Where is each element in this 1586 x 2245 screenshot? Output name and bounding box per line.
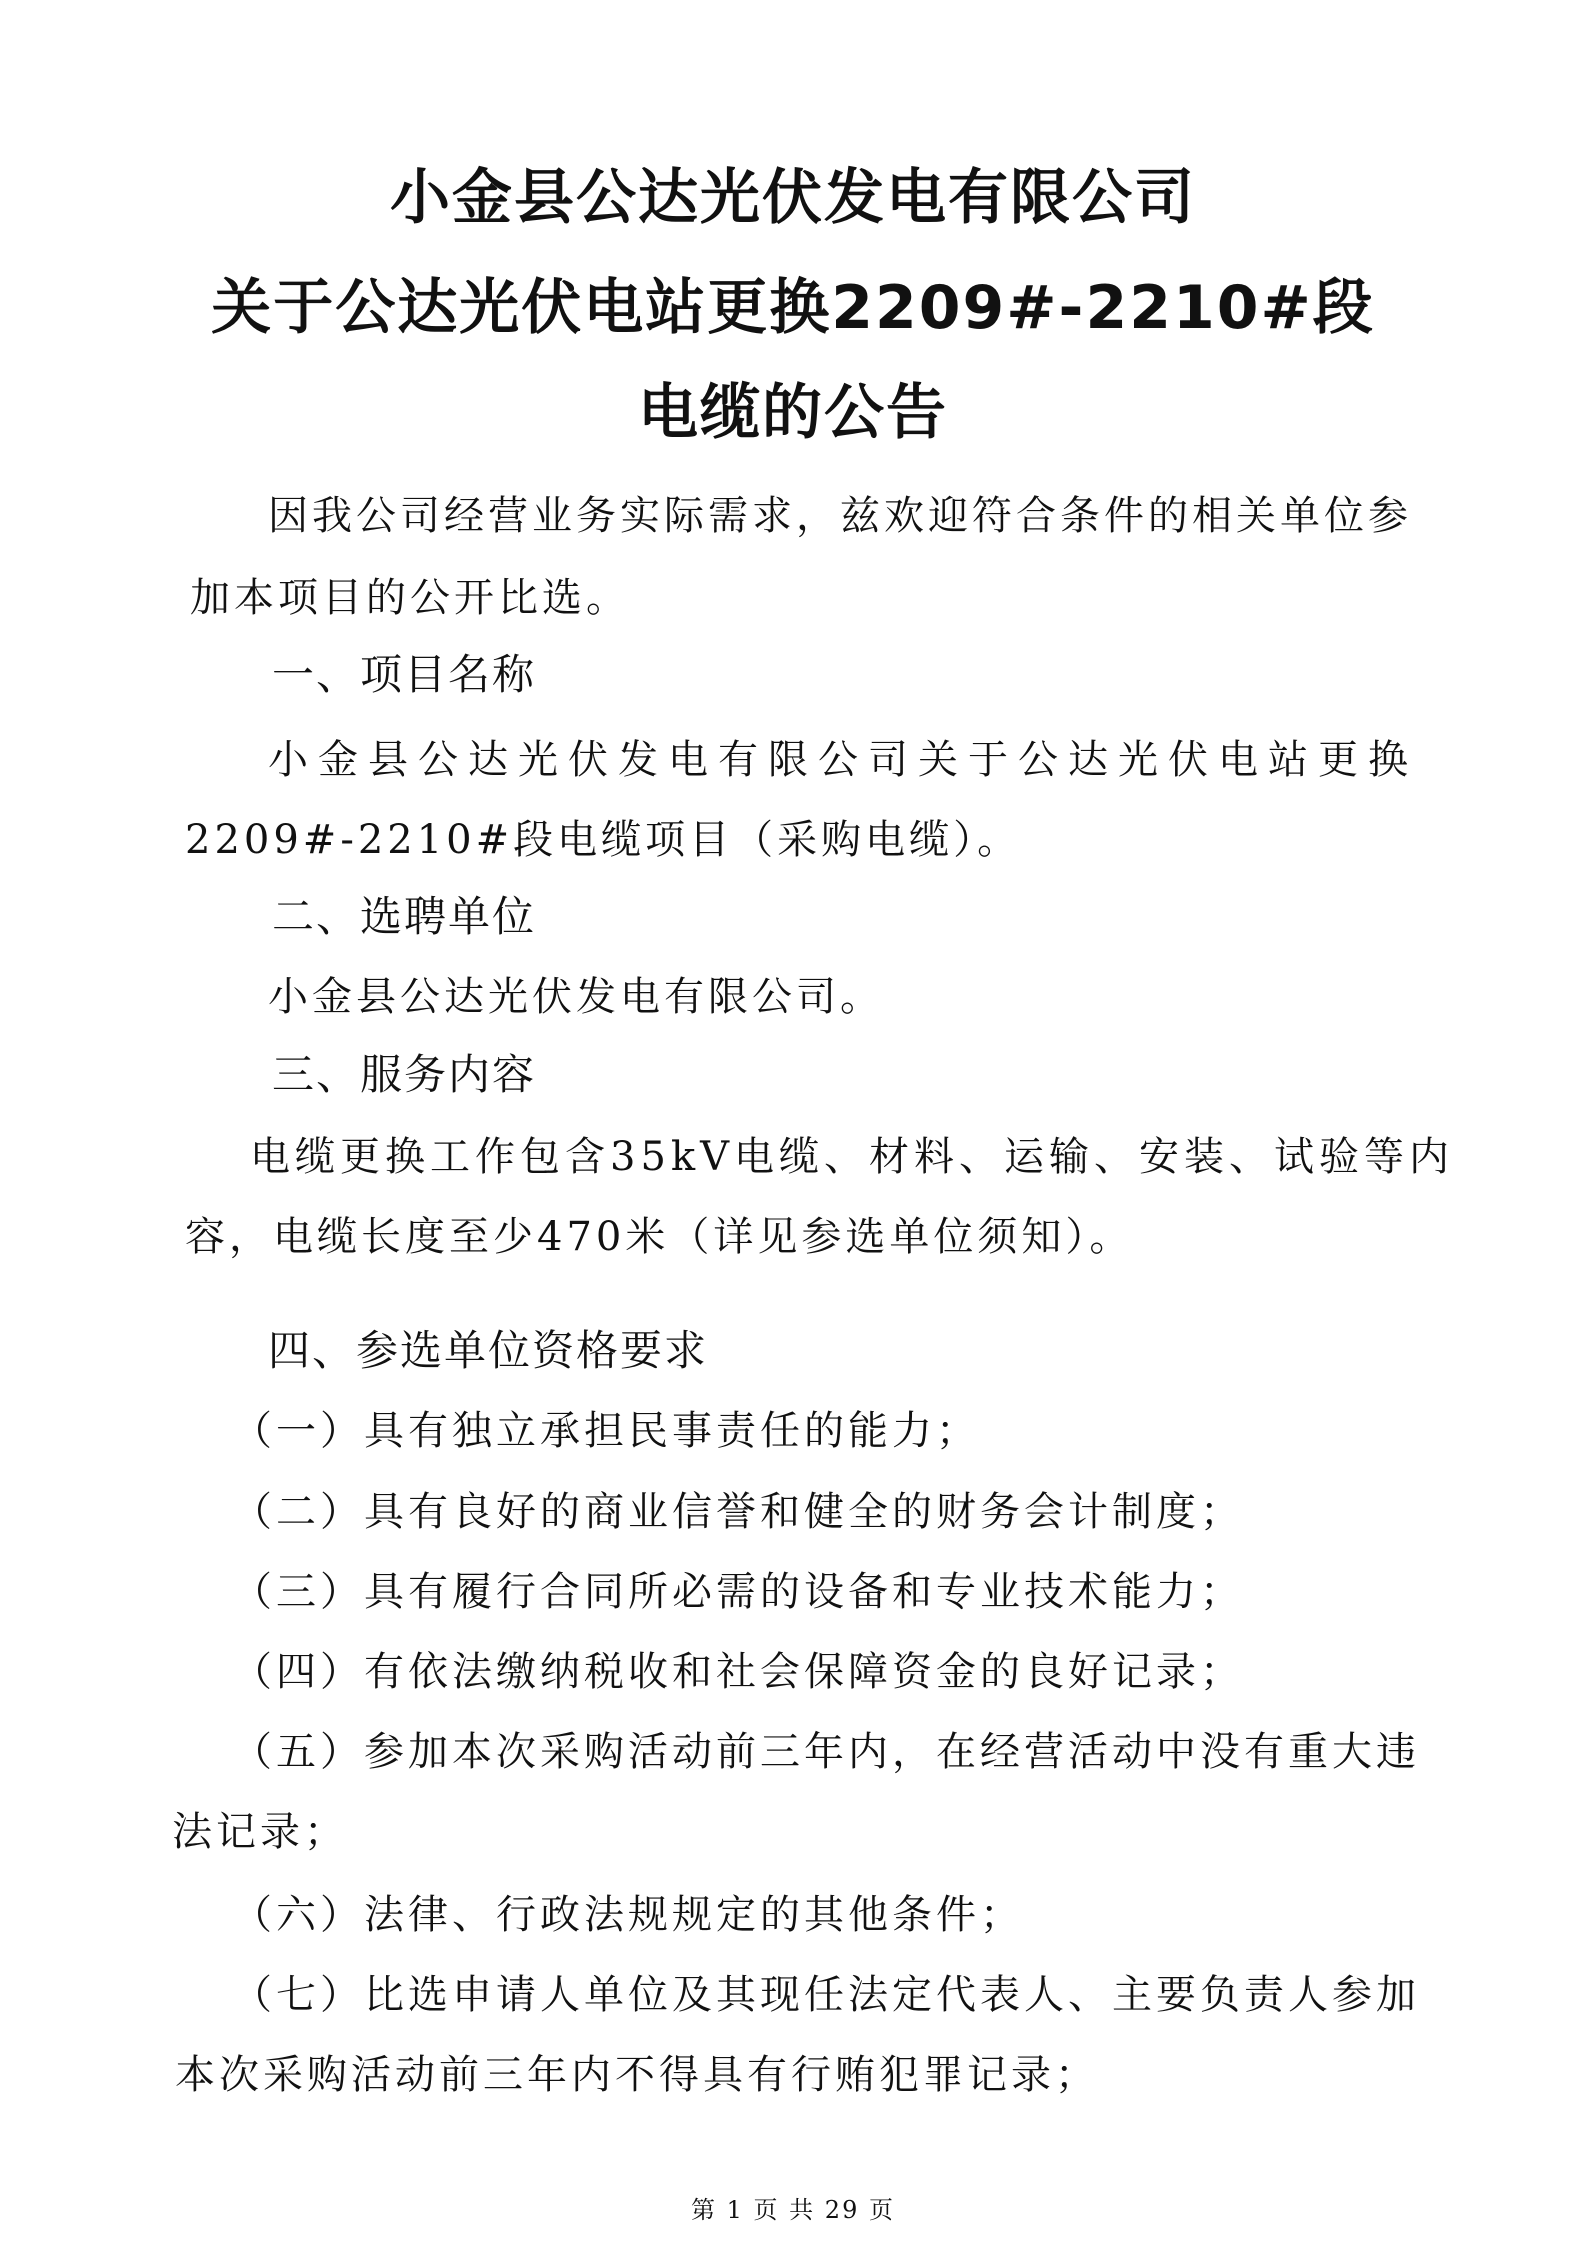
intro-line-2: 加本项目的公开比选。 xyxy=(190,575,630,621)
requirement-item: （七）比选申请人单位及其现任法定代表人、主要负责人参加 xyxy=(232,1972,1420,2018)
intro-line-1: 因我公司经营业务实际需求，兹欢迎符合条件的相关单位参 xyxy=(268,493,1412,539)
section-4-heading: 四、参选单位资格要求 xyxy=(268,1326,709,1375)
requirement-item: （二）具有良好的商业信誉和健全的财务会计制度； xyxy=(232,1489,1244,1535)
title-line-3: 电缆的公告 xyxy=(638,378,948,448)
requirement-item-continued: 法记录； xyxy=(172,1809,348,1855)
page-number: 第 1 页 共 29 页 xyxy=(691,2196,895,2224)
requirement-item: （五）参加本次采购活动前三年内，在经营活动中没有重大违 xyxy=(232,1729,1420,1775)
section-1-line-2: 2209#-2210#段电缆项目（采购电缆）。 xyxy=(185,817,1022,863)
section-3-line-2: 容，电缆长度至少470米（详见参选单位须知）。 xyxy=(185,1214,1134,1260)
requirement-item: （六）法律、行政法规规定的其他条件； xyxy=(232,1892,1024,1938)
requirement-item-continued: 本次采购活动前三年内不得具有行贿犯罪记录； xyxy=(175,2052,1099,2098)
section-1-heading: 一、项目名称 xyxy=(272,650,537,699)
title-line-1: 小金县公达光伏发电有限公司 xyxy=(390,163,1196,233)
section-3-line-1: 电缆更换工作包含35kV电缆、材料、运输、安装、试验等内 xyxy=(250,1134,1455,1180)
title-line-2: 关于公达光伏电站更换2209#-2210#段 xyxy=(211,273,1375,343)
section-3-heading: 三、服务内容 xyxy=(272,1050,537,1099)
section-2-heading: 二、选聘单位 xyxy=(272,892,537,941)
requirement-item: （三）具有履行合同所必需的设备和专业技术能力； xyxy=(232,1569,1244,1615)
section-1-line-1: 小金县公达光伏发电有限公司关于公达光伏电站更换 xyxy=(268,737,1418,783)
requirement-item: （四）有依法缴纳税收和社会保障资金的良好记录； xyxy=(232,1649,1244,1695)
requirement-item: （一）具有独立承担民事责任的能力； xyxy=(232,1408,980,1454)
section-2-line-1: 小金县公达光伏发电有限公司。 xyxy=(268,974,884,1020)
